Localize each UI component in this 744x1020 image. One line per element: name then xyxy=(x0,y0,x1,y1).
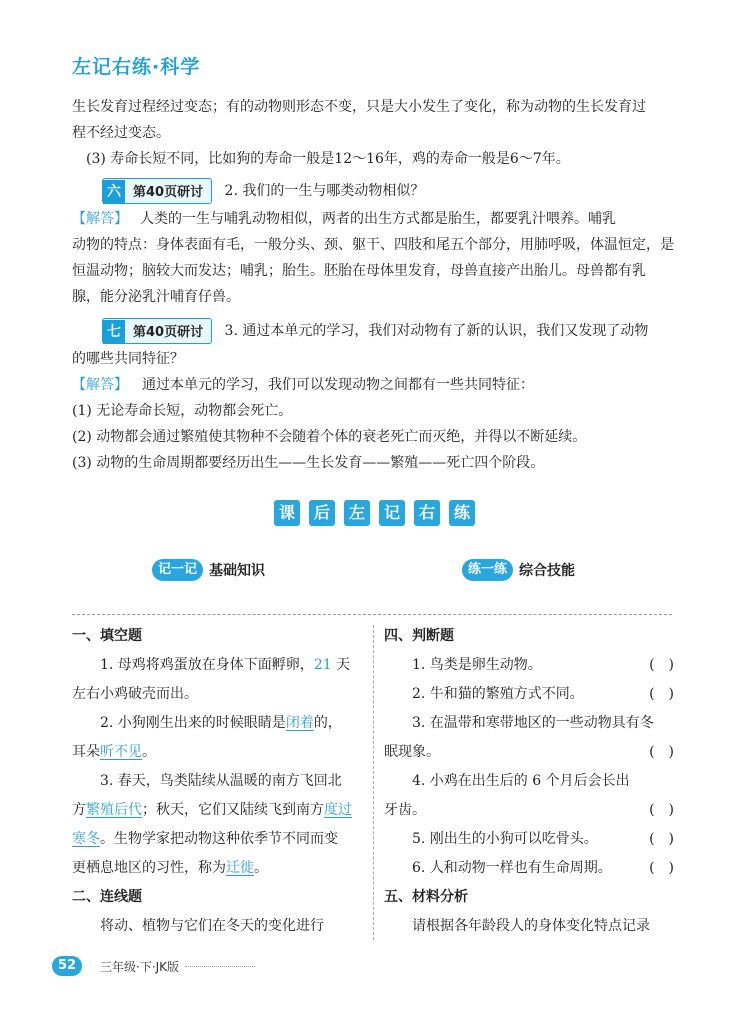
intro-item-3: (3) 寿命长短不同，比如狗的寿命一般是12～16年，鸡的寿命一般是6～7年。 xyxy=(86,151,570,167)
list-item: 1. 鸟类是卵生动物。 ( ) xyxy=(384,651,674,680)
intro-text xyxy=(72,94,682,172)
footer xyxy=(52,956,255,976)
answer-text: 寒冬 xyxy=(72,831,100,847)
answer-paren: ( ) xyxy=(649,831,674,847)
section-six-tag: 六 第40页研讨 xyxy=(102,178,212,204)
section-seven-question: 3. 通过本单元的学习，我们对动物有了新的认识，我们又发现了动物 xyxy=(224,323,649,339)
section-heading: 五、材料分析 xyxy=(384,889,468,905)
answer-paren: ( ) xyxy=(649,744,674,760)
list-item: 2. 牛和猫的繁殖方式不同。 ( ) xyxy=(384,680,674,709)
section-seven-answer: 的哪些共同特征？ 【解答】 通过本单元的学习，我们可以发现动物之间都有一些共同特征： (1) 无论寿命长短，动物都会死亡。 (2) 动物都会通过繁殖使其物种不会随着个体的衰老死亡而灭绝，并得以不断延续。 (3) 动物的生命周期都要经历出生——生长发育——繁殖——死亡四个阶段。 xyxy=(72,346,682,476)
divider xyxy=(72,614,672,615)
left-column: 一、填空题 1. 母鸡将鸡蛋放在身体下面孵卵，21 天 左右小鸡破壳而出。 2. 小狗刚生出来的时候眼睛是闭着的， 耳朵听不见。 3. 春天，鸟类陆续从温暖的南方飞回北 方繁殖后代；秋天，它们又陆续飞到南方度过 寒冬。生物学家把动物这种依季节不同而变 更栖息地区的习性，称为迁徙。 二、连线题 将动、植物与它们在冬天的变化进行 xyxy=(72,622,362,941)
list-item: (1) 无论寿命长短，动物都会死亡。 xyxy=(72,403,293,419)
answer-paren: ( ) xyxy=(649,657,674,673)
list-item: 3. 在温带和寒带地区的一些动物具有冬 xyxy=(412,715,654,731)
intro-line-1: 生长发育过程经过变态；有的动物则形态不变，只是大小发生了变化，称为动物的生长发育过 xyxy=(72,99,646,115)
list-item: (3) 动物的生命周期都要经历出生——生长发育——繁殖——死亡四个阶段。 xyxy=(72,455,545,471)
grade-label: 三年级·下·JK版 xyxy=(100,959,180,974)
section-seven-heading xyxy=(102,318,682,344)
dotted-rule xyxy=(185,966,255,967)
answer-paren: ( ) xyxy=(649,860,674,876)
answer-text: 闭着 xyxy=(285,715,314,731)
list-item: 5. 刚出生的小狗可以吃骨头。 ( ) xyxy=(384,825,674,854)
list-item: (2) 动物都会通过繁殖使其物种不会随着个体的衰老死亡而灭绝，并得以不断延续。 xyxy=(72,429,587,445)
column-divider xyxy=(373,625,374,940)
answer-label: 【解答】 xyxy=(72,211,128,227)
memorize-badge: 记一记 xyxy=(152,559,203,581)
answer-text: 21 xyxy=(313,657,332,673)
answer-paren: ( ) xyxy=(649,686,674,702)
answer-text: 度过 xyxy=(324,802,352,818)
answer-label: 【解答】 xyxy=(72,377,128,393)
list-item: 牙齿。 ( ) xyxy=(384,796,674,825)
section-six-question: 2. 我们的一生与哪类动物相似？ xyxy=(224,183,425,199)
section-heading: 一、填空题 xyxy=(72,628,142,644)
answer-text: 迁徙 xyxy=(226,860,254,876)
answer-text: 繁殖后代 xyxy=(86,802,142,818)
page-number: 52 xyxy=(52,956,82,976)
basic-knowledge-heading: 记一记 基础知识 xyxy=(152,558,265,582)
practice-badge: 练一练 xyxy=(462,559,513,581)
section-heading: 二、连线题 xyxy=(72,889,142,905)
intro-line-2: 程不经过变态。 xyxy=(72,125,170,141)
skills-heading: 练一练 综合技能 xyxy=(462,558,575,582)
section-six-heading xyxy=(102,178,682,204)
answer-text: 听不见 xyxy=(100,744,142,760)
section-heading: 四、判断题 xyxy=(384,628,454,644)
brand-title: 左记右练·科学 xyxy=(72,56,201,78)
section-seven-tag: 七 第40页研讨 xyxy=(102,318,212,344)
right-column: 四、判断题 1. 鸟类是卵生动物。 ( ) 2. 牛和猫的繁殖方式不同。 ( ) 3. 在温带和寒带地区的一些动物具有冬 眠现象。 ( ) 4. 小鸡在出生后的 6 个月后会长出 牙齿。 ( ) 5. 刚出生的小狗可以吃骨头。 ( ) 6. 人和动物一样也有生命周期。 ( ) 五、材料分析 请根据各年龄段人的身体变化特点记录 xyxy=(384,622,674,941)
answer-paren: ( ) xyxy=(649,802,674,818)
section-six-answer: 【解答】 人类的一生与哺乳动物相似，两者的出生方式都是胎生，都要乳汁喂养。哺乳 动物的特点：身体表面有毛，一般分头、颈、躯干、四肢和尾五个部分，用肺呼吸，体温恒定，是 恒温动物；脑较大而发达；哺乳；胎生。胚胎在母体里发育，母兽直接产出胎儿。母兽都有乳 腺，能分泌乳汁哺育仔兽。 xyxy=(72,211,674,305)
list-item: 6. 人和动物一样也有生命周期。 ( ) xyxy=(384,854,674,883)
after-class-banner: 课 后 左 记 右 练 xyxy=(274,500,475,526)
list-item: 眠现象。 ( ) xyxy=(384,738,674,767)
list-item: 4. 小鸡在出生后的 6 个月后会长出 xyxy=(412,773,630,789)
